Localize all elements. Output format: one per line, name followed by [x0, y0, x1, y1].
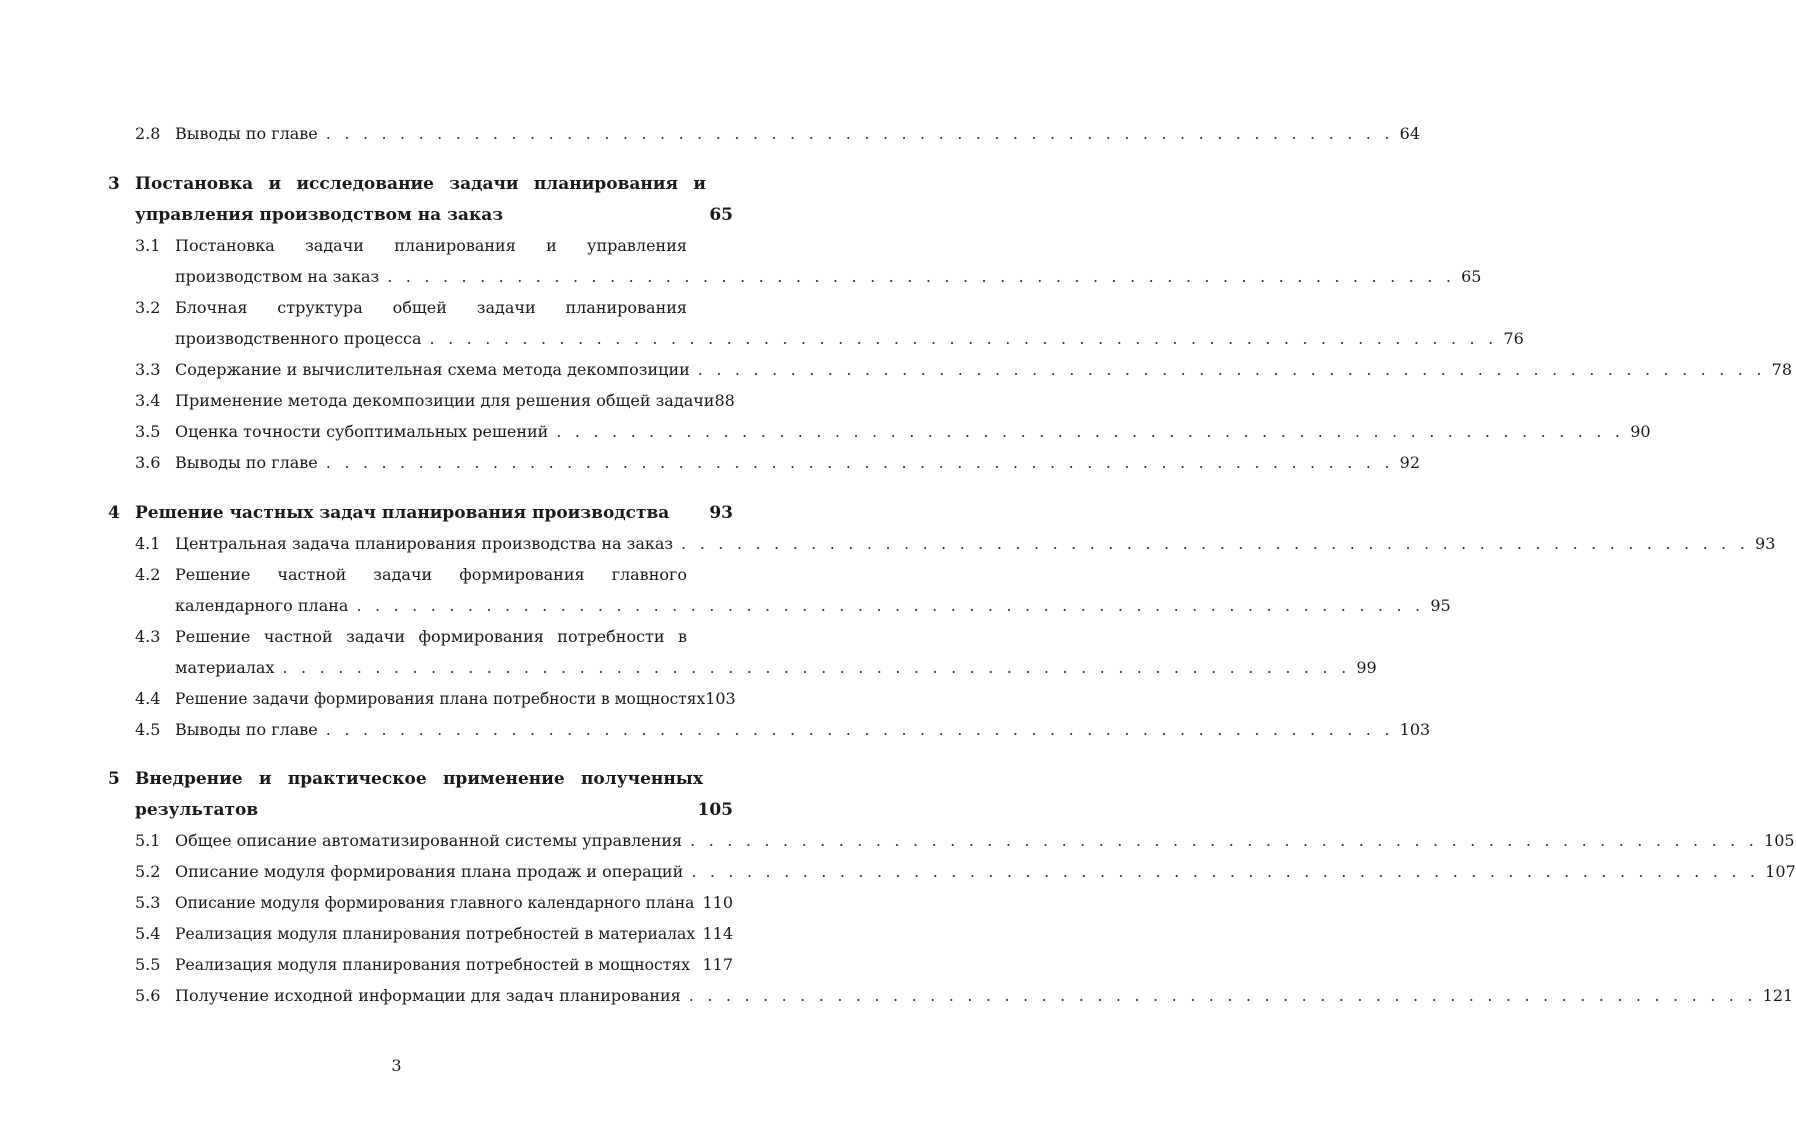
- section-title: Описание модуля формирования главного календарного плана: [175, 894, 695, 912]
- toc-entry-3-1-line1[interactable]: [135, 236, 687, 256]
- section-title-line2: календарного плана: [175, 596, 349, 615]
- page-number: 65: [1461, 267, 1482, 286]
- title-word: задачи: [305, 236, 364, 255]
- page-number: 105: [1764, 831, 1795, 850]
- title-word: и: [693, 174, 706, 194]
- section-number: 4.2: [135, 565, 161, 584]
- title-word: Решение: [175, 565, 251, 584]
- section-number: 4.3: [135, 627, 161, 646]
- toc-entry-4-5[interactable]: [135, 720, 1431, 740]
- chapter-title-line2: управления производством на заказ: [135, 205, 504, 225]
- section-number: 3.5: [135, 422, 161, 441]
- toc-chapter-5-line1[interactable]: [108, 769, 703, 789]
- page-number: 93: [709, 503, 733, 523]
- section-title: Оценка точности субоптимальных решений: [175, 422, 549, 441]
- page-number: 65: [709, 205, 733, 225]
- page-footer-number: 3: [391, 1056, 402, 1075]
- section-number: 5.6: [135, 986, 161, 1005]
- section-title: Центральная задача планирования производства на заказ: [175, 534, 674, 553]
- title-word: задачи: [346, 627, 406, 646]
- toc-entry-4-3-line2[interactable]: [175, 658, 1377, 678]
- leader-dots: [356, 596, 1424, 616]
- chapter-number: 4: [108, 503, 120, 523]
- page-number: 107: [1765, 862, 1796, 881]
- title-word: формирования: [418, 627, 544, 646]
- title-word: исследование: [296, 174, 434, 194]
- section-number: 4.1: [135, 534, 161, 553]
- section-title: Выводы по главе: [175, 720, 318, 739]
- page-number: 103: [1399, 720, 1431, 739]
- chapter-title: Решение частных задач планирования производства: [135, 503, 670, 523]
- leader-dots: [556, 422, 1624, 442]
- section-title: Получение исходной информации для задач планирования: [175, 986, 681, 1005]
- section-number: 3.4: [135, 391, 161, 410]
- section-title-line1: [175, 627, 687, 647]
- section-number: 5.3: [135, 893, 161, 912]
- chapter-title-line2: результатов: [135, 800, 259, 820]
- section-title: Решение задачи формирования плана потребности в мощностях: [175, 690, 706, 708]
- toc-entry-4-1[interactable]: [135, 534, 1776, 554]
- toc-entry-3-6[interactable]: [135, 453, 1420, 473]
- section-title-line1: [175, 298, 687, 318]
- page-number: 92: [1399, 453, 1420, 472]
- page-number: 99: [1356, 658, 1377, 677]
- title-word: полученных: [580, 769, 703, 789]
- title-word: Постановка: [175, 236, 275, 255]
- section-title-line1: [175, 565, 687, 585]
- toc-chapter-4[interactable]: [108, 503, 733, 523]
- page-number: 117: [702, 955, 733, 974]
- title-word: в: [677, 627, 687, 646]
- toc-entry-3-5[interactable]: [135, 422, 1651, 442]
- leader-dots: [387, 267, 1455, 287]
- title-word: управления: [587, 236, 687, 255]
- section-title-line2: материалах: [175, 658, 275, 677]
- section-title: Реализация модуля планирования потребностей в мощностях: [175, 956, 690, 974]
- page-number: 78: [1771, 360, 1793, 379]
- leader-dots: [430, 329, 1498, 349]
- chapter-number: 5: [108, 769, 120, 789]
- section-title-line2: производством на заказ: [175, 267, 380, 286]
- section-number: 3.3: [135, 360, 161, 379]
- title-word: главного: [611, 565, 687, 584]
- leader-dots: [681, 534, 1749, 554]
- toc-entry-3-2-line2[interactable]: [175, 329, 1524, 349]
- toc-entry-3-4[interactable]: [135, 391, 733, 411]
- toc-chapter-3-line1[interactable]: [108, 174, 706, 194]
- leader-dots: [326, 720, 1394, 740]
- title-word: и: [268, 174, 282, 194]
- leader-dots: [282, 658, 1350, 678]
- title-word: задачи: [449, 174, 519, 194]
- leader-dots: [690, 831, 1758, 851]
- section-number: 5.2: [135, 862, 161, 881]
- section-title: Реализация модуля планирования потребностей в материалах: [175, 925, 696, 943]
- title-word: потребности: [557, 627, 665, 646]
- title-word: задачи: [373, 565, 433, 584]
- toc-entry-2-8[interactable]: [135, 124, 1420, 144]
- section-number: 5.5: [135, 955, 161, 974]
- title-word: и: [258, 769, 272, 789]
- leader-dots: [326, 124, 1394, 144]
- page-number: 95: [1430, 596, 1451, 615]
- section-number: 2.8: [135, 124, 161, 143]
- leader-dots: [689, 986, 1757, 1006]
- title-word: Решение: [175, 627, 251, 646]
- toc-chapter-5-line2[interactable]: [135, 800, 733, 820]
- title-word: частной: [277, 565, 347, 584]
- page-number: 110: [702, 893, 733, 912]
- leader-dots: [698, 360, 1766, 380]
- toc-entry-5-2[interactable]: [135, 862, 1796, 882]
- title-word: Постановка: [135, 174, 254, 194]
- section-number: 3.1: [135, 236, 161, 255]
- title-word: и: [546, 236, 557, 255]
- page-number: 90: [1630, 422, 1651, 441]
- section-title: Описание модуля формирования плана продаж и операций: [175, 862, 684, 881]
- section-number: 5.1: [135, 831, 161, 850]
- toc-entry-4-2-line1[interactable]: [135, 565, 687, 585]
- section-title: Выводы по главе: [175, 124, 318, 143]
- page-number: 121: [1762, 986, 1794, 1005]
- section-title-line1: [175, 236, 687, 256]
- section-title-line2: производственного процесса: [175, 329, 422, 348]
- title-word: планирования: [565, 298, 687, 317]
- title-word: практическое: [287, 769, 427, 789]
- toc-entry-5-1[interactable]: [135, 831, 1795, 851]
- page-number: 93: [1755, 534, 1776, 553]
- toc-entry-5-4[interactable]: [135, 924, 733, 944]
- title-word: планирования: [533, 174, 679, 194]
- leader-dots: [691, 862, 1759, 882]
- page-number: 64: [1399, 124, 1420, 143]
- toc-entry-5-3[interactable]: [135, 893, 733, 913]
- title-word: Внедрение: [135, 769, 243, 789]
- toc-entry-3-1-line2[interactable]: [175, 267, 1482, 287]
- chapter-number: 3: [108, 174, 120, 194]
- toc-entry-5-5[interactable]: [135, 955, 733, 975]
- section-number: 3.2: [135, 298, 161, 317]
- section-number: 3.6: [135, 453, 161, 472]
- toc-entry-5-6[interactable]: [135, 986, 1794, 1006]
- section-title: Выводы по главе: [175, 453, 318, 472]
- section-title: Содержание и вычислительная схема метода декомпозиции: [175, 360, 690, 379]
- section-title: Общее описание автоматизированной системы управления: [175, 831, 683, 850]
- title-word: планирования: [394, 236, 516, 255]
- toc-chapter-3-line2[interactable]: [135, 205, 733, 225]
- toc-entry-4-4[interactable]: [135, 689, 736, 709]
- title-word: формирования: [459, 565, 585, 584]
- title-word: структура: [277, 298, 363, 317]
- title-word: общей: [392, 298, 447, 317]
- title-word: Блочная: [175, 298, 248, 317]
- section-number: 4.5: [135, 720, 161, 739]
- title-word: задачи: [476, 298, 536, 317]
- title-word: частной: [263, 627, 333, 646]
- page-number: 103: [705, 689, 736, 708]
- leader-dots: [326, 453, 1394, 473]
- chapter-title-line1: [135, 174, 706, 194]
- page-number: 114: [702, 924, 733, 943]
- page-number: 88: [714, 391, 735, 410]
- chapter-title-line1: [135, 769, 703, 789]
- page-number: 105: [697, 800, 733, 820]
- toc-entry-4-2-line2[interactable]: [175, 596, 1451, 616]
- page-number: 76: [1503, 329, 1524, 348]
- title-word: применение: [442, 769, 565, 789]
- toc-entry-3-3[interactable]: [135, 360, 1793, 380]
- toc-entry-3-2-line1[interactable]: [135, 298, 687, 318]
- section-number: 4.4: [135, 689, 161, 708]
- section-number: 5.4: [135, 924, 161, 943]
- toc-entry-4-3-line1[interactable]: [135, 627, 687, 647]
- section-title: Применение метода декомпозиции для решения общей задачи: [175, 391, 715, 410]
